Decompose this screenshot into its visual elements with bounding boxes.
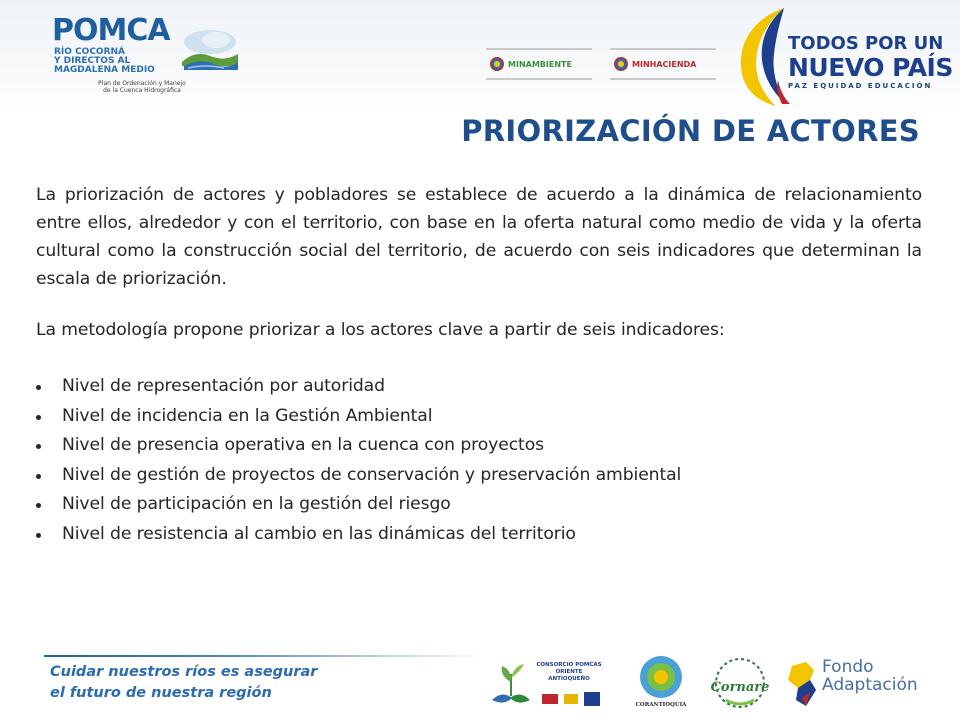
indicator-text: Nivel de participación en la gestión del riesgo bbox=[62, 494, 451, 514]
bullet-icon bbox=[36, 415, 41, 420]
minambiente-logo bbox=[486, 48, 592, 80]
footer-slogan-line: el futuro de nuestra región bbox=[50, 685, 272, 701]
government-logo-tagline: PAZ EQUIDAD EDUCACIÓN bbox=[788, 82, 933, 90]
bullet-icon bbox=[36, 533, 41, 538]
list-item bbox=[36, 520, 916, 550]
minhacienda-logo bbox=[610, 48, 716, 80]
consorcio-name: CONSORCIO POMCAS ORIENTE ANTIOQUEÑO bbox=[536, 662, 602, 682]
footer-slogan-line: Cuidar nuestros ríos es asegurar bbox=[50, 664, 318, 680]
corantioquia-logo bbox=[626, 652, 696, 714]
government-logo-line: TODOS POR UN bbox=[788, 33, 944, 54]
pomca-subtitle-line: MAGDALENA MEDIO bbox=[54, 65, 155, 75]
indicator-text: Nivel de gestión de proyectos de conservación y preservación ambiental bbox=[62, 464, 682, 485]
hands-plant-icon bbox=[488, 660, 534, 712]
list-item bbox=[36, 461, 916, 491]
pomca-description-line: Plan de Ordenación y Manejo bbox=[98, 80, 186, 87]
indicator-text: Nivel de presencia operativa en la cuenca con proyectos bbox=[62, 435, 544, 455]
cornare-logo bbox=[710, 654, 770, 714]
list-item bbox=[36, 490, 916, 520]
fondo-line: Adaptación bbox=[822, 675, 918, 695]
colombia-map-icon bbox=[784, 660, 820, 708]
tricolor-swoosh-icon bbox=[724, 4, 796, 108]
consorcio-pomcas-logo bbox=[488, 656, 606, 714]
bullet-icon bbox=[36, 444, 41, 449]
indicator-text: Nivel de incidencia en la Gestión Ambiental bbox=[62, 405, 433, 426]
footer-slogan bbox=[50, 662, 317, 704]
bullet-icon bbox=[36, 503, 41, 508]
list-item bbox=[36, 372, 916, 402]
pomca-subtitle-line: RÍO COCORNÁ bbox=[54, 47, 126, 57]
list-item bbox=[36, 402, 916, 432]
methodology-text: La metodología propone priorizar a los actores clave a partir de seis indicadores: bbox=[36, 320, 725, 340]
corantioquia-name: CORANTIOQUIA bbox=[635, 702, 687, 708]
ministry-name: MINHACIENDA bbox=[632, 59, 697, 69]
pomca-logo-description bbox=[82, 80, 202, 94]
slide-title: PRIORIZACIÓN DE ACTORES bbox=[461, 114, 920, 148]
pomca-logo-subtitle bbox=[54, 48, 180, 75]
bullet-icon bbox=[36, 474, 41, 479]
fondo-adaptacion-name bbox=[822, 658, 918, 694]
partner-marks-icon bbox=[540, 690, 602, 708]
pomca-logo-word: POMCA bbox=[52, 13, 170, 48]
list-item bbox=[36, 431, 916, 461]
bullet-icon bbox=[36, 385, 41, 390]
indicator-list bbox=[36, 372, 916, 549]
indicator-text: Nivel de resistencia al cambio en las dinámicas del territorio bbox=[62, 523, 576, 544]
colombia-coat-of-arms-icon bbox=[614, 57, 628, 71]
ministry-name: MINAMBIENTE bbox=[508, 59, 572, 69]
government-logo bbox=[724, 4, 960, 110]
river-landscape-icon bbox=[180, 26, 240, 74]
government-logo-text bbox=[788, 34, 960, 91]
pomca-description-line: de la Cuenca Hidrográfica bbox=[103, 87, 181, 94]
footer-divider bbox=[44, 655, 484, 657]
indicator-text: Nivel de representación por autoridad bbox=[62, 376, 385, 396]
corantioquia-emblem-icon bbox=[638, 654, 684, 700]
pomca-subtitle-line: Y DIRECTOS AL bbox=[54, 56, 131, 66]
intro-paragraph: La priorización de actores y pobladores se establece de acuerdo a la dinámica de relacionamiento entre ellos, alrededor y con el territorio, con base en la oferta natural como medio de vida y la oferta cultural como la construcción social del territorio, de acuerdo con seis indicadores que determinan la escala de priorización. bbox=[36, 185, 922, 289]
fondo-line: Fondo bbox=[822, 657, 874, 677]
colombia-coat-of-arms-icon bbox=[490, 57, 504, 71]
fondo-adaptacion-logo bbox=[784, 656, 924, 712]
government-logo-line: NUEVO PAÍS bbox=[788, 53, 953, 82]
pomca-logo bbox=[52, 13, 242, 102]
cornare-name: Cornare bbox=[710, 680, 770, 695]
